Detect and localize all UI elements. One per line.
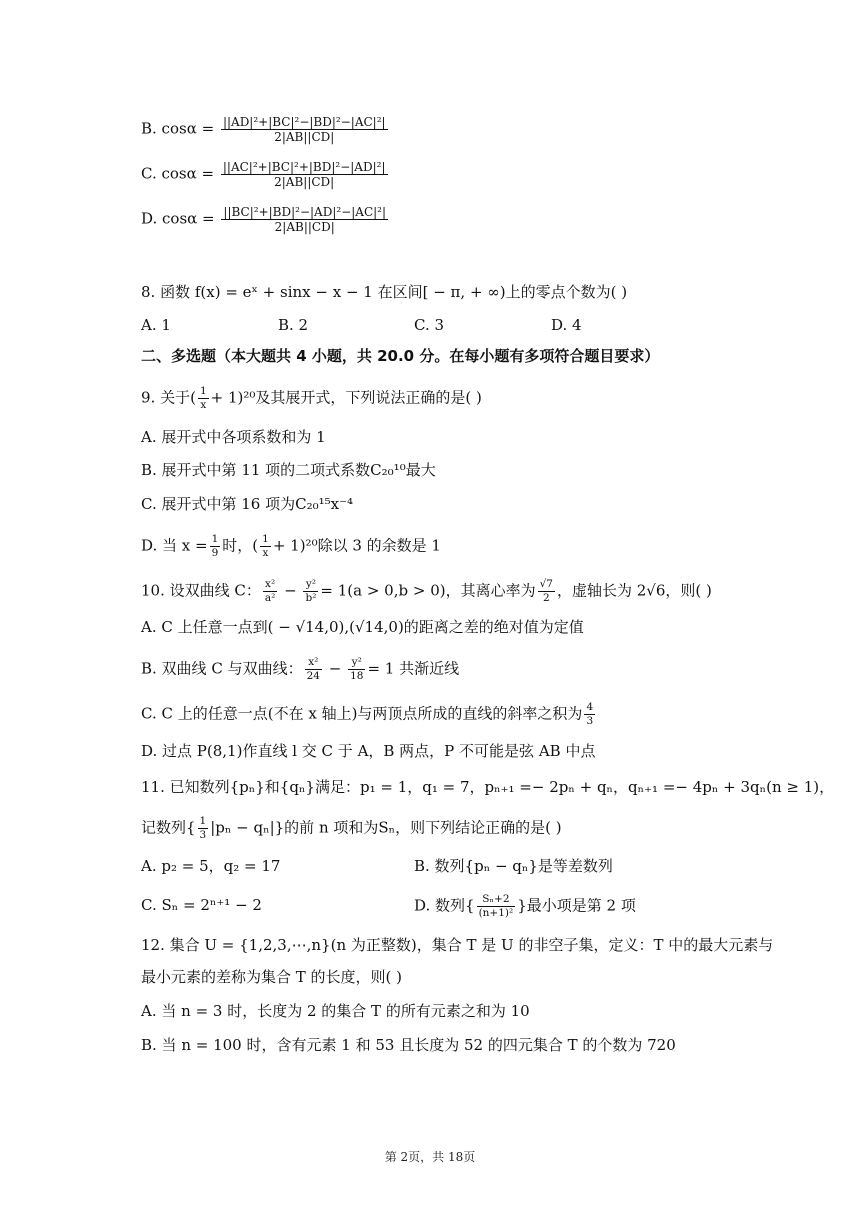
q11-line2-post: |pₙ − qₙ|}的前 n 项和为Sₙ，则下列结论正确的是( ): [210, 818, 562, 837]
q9-option-d-mid: 时，(: [222, 536, 259, 555]
q10-frac-ecc-num: √7: [539, 578, 553, 590]
q9-option-d-frac-den: 9: [211, 547, 219, 559]
section-heading-multiple-choice: 二、多选题（本大题共 4 小题，共 20.0 分。在每小题有多项符合题目要求）: [141, 347, 660, 365]
q10-option-b-frac-x: [305, 656, 322, 683]
q10-frac-x: [263, 578, 277, 605]
q10-frac-x-den: a²: [264, 592, 276, 604]
q7-option-d: [141, 205, 390, 234]
q10-option-b-frac-y-num: y²: [348, 656, 365, 670]
q9-option-c: C. 展开式中第 16 项为C₂₀¹⁵x⁻⁴: [141, 495, 354, 513]
page-footer: 第 2页，共 18页: [384, 1150, 476, 1164]
q8-option-b: B. 2: [278, 316, 309, 334]
q10-option-b-frac-y-den: 18: [350, 670, 364, 682]
q10-option-a: A. C 上任意一点到( − √14,0),(√14,0)的距离之差的绝对值为定值: [141, 618, 584, 636]
q10-option-b: [141, 656, 459, 683]
q7-option-c-numerator: ||AC|²+|BC|²+|BD|²−|AD|²|: [222, 160, 386, 174]
q10-option-b-frac-x-den: 24: [306, 670, 320, 682]
q10-frac-y-num: y²: [303, 578, 318, 592]
q9-option-d-fraction-2: [260, 533, 271, 560]
q10-frac-x-num: x²: [263, 578, 277, 592]
q7-option-c: [141, 160, 390, 189]
q11-option-d-frac-den: (n+1)²: [478, 907, 514, 919]
q11-option-d-post: }最小项是第 2 项: [517, 896, 636, 915]
q9-option-d-frac2-den: x: [262, 547, 269, 559]
q8-option-c: C. 3: [414, 316, 445, 334]
q7-option-b-prefix: B. cosα =: [141, 119, 215, 138]
q8-option-d: D. 4: [551, 316, 582, 334]
q10-option-b-frac-x-num: x²: [305, 656, 322, 670]
q10-option-b-post: = 1 共渐近线: [367, 659, 460, 678]
q12-stem-line1: 12. 集合 U = {1,2,3,⋯,n}(n 为正整数)，集合 T 是 U 的非空子集，定义：T 中的最大元素与: [141, 936, 774, 954]
q9-option-d-pre: D. 当 x =: [141, 536, 208, 555]
q11-line2-pre: 记数列{: [141, 818, 196, 837]
q10-option-b-minus: −: [323, 659, 347, 678]
q11-option-d-pre: D. 数列{: [414, 896, 475, 915]
q8-option-a: A. 1: [141, 316, 171, 334]
q11-stem-line2: [141, 815, 562, 842]
q7-option-b: [141, 115, 390, 144]
q10-frac-y: [303, 578, 318, 605]
q7-option-b-denominator: 2|AB||CD|: [274, 130, 335, 144]
q11-option-d-frac: [477, 893, 516, 920]
q9-option-b: B. 展开式中第 11 项的二项式系数C₂₀¹⁰最大: [141, 461, 436, 479]
q10-frac-ecc-den: 2: [542, 592, 550, 604]
q11-option-d-frac-num: Sₙ+2: [477, 893, 516, 907]
q9-stem-post: + 1)²⁰及其展开式，下列说法正确的是( ): [210, 388, 482, 407]
q9-option-d-post: + 1)²⁰除以 3 的余数是 1: [272, 536, 441, 555]
q7-option-c-denominator: 2|AB||CD|: [274, 175, 335, 189]
q10-option-c-frac: [584, 701, 595, 728]
q10-stem-pre: 10. 设双曲线 C：: [141, 581, 261, 600]
q10-minus: −: [279, 581, 302, 600]
q9-frac-den: x: [200, 399, 207, 411]
q9-option-d-frac-num: 1: [211, 533, 219, 545]
q11-stem-line1: 11. 已知数列{pₙ}和{qₙ}满足：p₁ = 1，q₁ = 7，pₙ₊₁ =− 2pₙ + qₙ，qₙ₊₁ =− 4pₙ + 3qₙ(n ≥ 1)，: [141, 778, 835, 796]
q7-option-c-prefix: C. cosα =: [141, 164, 215, 183]
q9-frac-num: 1: [199, 385, 207, 397]
q7-option-b-numerator: ||AD|²+|BC|²−|BD|²−|AC|²|: [222, 115, 386, 129]
q8-stem: 8. 函数 f(x) = eˣ + sinx − x − 1 在区间[ − π, + ∞)上的零点个数为( ): [141, 283, 628, 301]
q7-option-d-prefix: D. cosα =: [141, 209, 215, 228]
q11-option-b: B. 数列{pₙ − qₙ}是等差数列: [414, 857, 613, 875]
q7-option-c-fraction: [221, 160, 388, 189]
q10-option-b-frac-y: [348, 656, 365, 683]
q7-option-d-numerator: ||BC|²+|BD|²−|AD|²−|AC|²|: [223, 205, 387, 219]
q10-frac-y-den: b²: [305, 592, 317, 604]
q10-stem-mid: = 1(a > 0,b > 0)，其离心率为: [320, 581, 536, 600]
q11-line2-frac: [198, 815, 209, 842]
q12-option-b: B. 当 n = 100 时，含有元素 1 和 53 且长度为 52 的四元集合 T 的个数为 720: [141, 1036, 676, 1054]
q10-option-c-pre: C. C 上的任意一点(不在 x 轴上)与两顶点所成的直线的斜率之积为: [141, 704, 583, 723]
q12-option-a: A. 当 n = 3 时，长度为 2 的集合 T 的所有元素之和为 10: [141, 1002, 530, 1020]
q11-option-a: A. p₂ = 5，q₂ = 17: [141, 857, 281, 875]
q10-option-d: D. 过点 P(8,1)作直线 l 交 C 于 A，B 两点，P 不可能是弦 AB 中点: [141, 742, 596, 760]
q11-option-d: [414, 893, 636, 920]
q9-stem-fraction: [198, 385, 209, 412]
q9-option-d-fraction: [210, 533, 221, 560]
q7-option-b-fraction: [221, 115, 388, 144]
q9-option-d-frac2-num: 1: [262, 533, 269, 545]
q7-option-d-denominator: 2|AB||CD|: [274, 220, 335, 234]
q12-stem-line2: 最小元素的差称为集合 T 的长度，则( ): [141, 968, 403, 986]
q9-option-a: A. 展开式中各项系数和为 1: [141, 428, 326, 446]
q11-line2-frac-den: 3: [199, 829, 207, 841]
q10-option-b-pre: B. 双曲线 C 与双曲线：: [141, 659, 303, 678]
q10-option-c: [141, 701, 597, 728]
q10-stem-post: ，虚轴长为 2√6，则( ): [556, 581, 712, 600]
q11-line2-frac-num: 1: [199, 815, 207, 827]
q9-stem-pre: 9. 关于(: [141, 388, 196, 407]
q9-option-d: [141, 533, 441, 560]
q9-stem: [141, 385, 482, 412]
q7-option-d-fraction: [221, 205, 388, 234]
q11-option-c: C. Sₙ = 2ⁿ⁺¹ − 2: [141, 896, 262, 914]
q10-option-c-frac-den: 3: [586, 715, 594, 727]
q10-stem: [141, 578, 712, 605]
q10-option-c-frac-num: 4: [586, 701, 594, 713]
q10-frac-ecc: [538, 578, 555, 605]
